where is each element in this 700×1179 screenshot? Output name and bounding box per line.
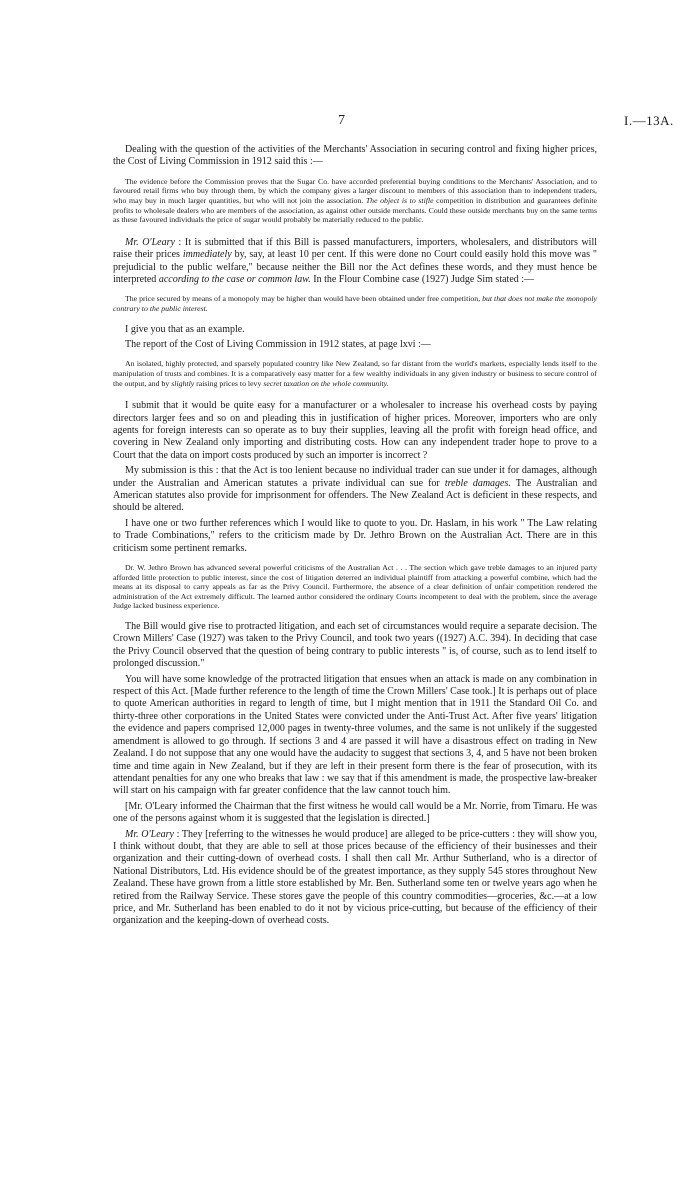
text-run: raising prices to levy — [194, 378, 264, 388]
italic-text-run: according to the case or common law. — [158, 274, 311, 285]
text-run: You will have some knowledge of the protracted litigation that ensues when an attack is made on any combination in respect of this Act. [Made further reference to the length of time the Crown Millers' Case took.] It is perhaps out of place to quote American authorities in regard to length of time, but I might mention that in 1911 the Standard Oil Co. and thirty-three other corporations in the United States were convicted under the Anti-Trust Act. After five years' litigation the evidence and papers comprised 12,000 pages in twenty-three volumes, and the same is not unlikely if the suggested amendment is allowed to go through. If sections 3 and 4 are passed it will have a disastrous effect on trading in New Zealand. I do not suppose that any one would have the audacity to suggest that sections 3, 4, and 5 have not been broken time and time again in New Zealand, but if they are left in their present form there is the fear of prosecution, with its attendant penalties for any one who breaks that law : we say that if this amendment is made, the prospective law-breaker will start on his campaign with far greater confidence that the law cannot touch him. — [113, 673, 597, 797]
text-run: Dealing with the question of the activities of the Merchants' Association in securing control and fixing higher prices, the Cost of Living Commission in 1912 said this :— — [113, 144, 597, 168]
paragraph-submission-lenient — [113, 465, 597, 515]
text-run: : It is submitted that if this Bill is passed manufacturers, importers, wholesalers, and distributors will raise their prices — [113, 236, 597, 261]
text-run: The price secured by means of a monopoly may be higher than would have been obtained under free competition, — [125, 294, 483, 304]
italic-text-run: immediately — [182, 249, 232, 261]
italic-text-run: slightly — [171, 378, 195, 388]
quote-commission-trusts — [113, 359, 597, 388]
page-number: 7 — [338, 113, 345, 128]
text-run: The Australian and American statutes also provide for imprisonment for offenders. The New Zealand Act is deficient in these respects, and should be altered. — [113, 477, 597, 514]
italic-text-run: but that does not make the monopoly contrary to the public interest. — [113, 294, 597, 313]
paragraph-price-cutters — [113, 829, 597, 928]
text-run: In the Flour Combine case (1927) Judge Sim stated :— — [310, 274, 535, 285]
text-run: : They [referring to the witnesses he would produce] are alleged to be price-cutters : they will show you, I think without doubt, that they are able to sell at those prices because of the efficiency of their businesses and their organization and their cutting-down of overhead costs. I shall then call Mr. Arthur Sutherland, who is a director of National Distributors, Ltd. His evidence should be of the greatest importance, as they supply 545 stores throughout New Zealand. These have grown from a little store established by Mr. Ben. Sutherland some ten or twelve years ago when he retired from the Railway Service. These stores gave the people of this country commodities—groceries, &c.—at a low price, and Mr. Sutherland has been enabled to do it not by vicious price-cutting, but because of the efficiency of their organization and the keeping-down of overhead costs. — [113, 828, 597, 927]
paragraph-knowledge-litigation — [113, 674, 597, 798]
text-run: The Bill would give rise to protracted litigation, and each set of circumstances would require a separate decision. The Crown Millers' Case (1927) was taken to the Privy Council, and took two years ((1927) A.C. 394). In deciding that case the Privy Council observed that the question of being contrary to public interests " is, of course, such as to lend itself to prolonged discussion." — [113, 621, 597, 670]
italic-text-run: Mr. O'Leary — [125, 828, 174, 840]
text-run: I give you that as an example. — [125, 323, 245, 335]
paragraph-chairman-witness — [113, 801, 597, 826]
text-run: by, say, at least 10 per cent. If this were done no Court could easily hold this move was " prejudicial to the public welfare," because neither the Bill nor the Act defines these words, and they must hence be interpreted — [113, 249, 597, 285]
text-run: I have one or two further references which I would like to quote to you. Dr. Haslam, in his work " The Law relating to Trade Combinations," refers to the criticism made by Dr. Jethro Brown on the Australian Act. There are in this criticism some pertinent remarks. — [113, 517, 597, 554]
text-run: An isolated, highly protected, and sparsely populated country like New Zealand, so far distant from the world's markets, especially lends itself to the manipulation of trusts and combines. It is a comparatively easy matter for a few wealthy individuals in any given industry or business to secure control of the output, and by — [113, 359, 597, 388]
text-run: [Mr. O'Leary informed the Chairman that the first witness he would call would be a Mr. Norrie, from Timaru. He was one of the persons against whom it is suggested that the legislation is directed.] — [113, 800, 597, 825]
text-run: I submit that it would be quite easy for a manufacturer or a wholesaler to increase his overhead costs by paying directors larger fees and so on and pleading this in justification of higher prices. Moreover, importers who are only agents for foreign interests can so operate as to buy their supplies, leaving all the profit with foreign head office, and covering in New Zealand only importing and distributing costs. How can any independent trader hope to prove to a Court that the data on import costs produced by such an importer is incorrect ? — [113, 400, 597, 461]
quote-commission-sugar — [113, 177, 597, 225]
text-run: My submission is this : that the Act is too lenient because no individual trader can sue under it for damages, although under the Australian and American statutes a private individual can sue for — [113, 465, 597, 489]
italic-text-run: secret taxation on the whole community. — [263, 378, 389, 388]
italic-text-run: treble damages. — [444, 477, 511, 489]
paragraph-protracted-litigation — [113, 621, 597, 671]
document-body — [113, 144, 597, 928]
paragraph-oleary-submission — [113, 237, 597, 287]
text-run: competition in distribution and guarantees definite profits to wholesale dealers who are members of the association, as against other outside merchants. Could these outside merchants buy on the same terms as these favoured individuals the price of sugar would probably be materially reduced to the public. — [113, 196, 597, 225]
italic-text-run: Mr. O'Leary — [125, 236, 175, 248]
text-run: The evidence before the Commission proves that the Sugar Co. have accorded preferential buying conditions to the Merchants' Association, and to favoured retail firms who buy through them, by which the company gives a larger discount to members of this association than to independent traders, who may buy in much larger quantities, but who will not join the association. — [113, 176, 597, 205]
quote-jethro-brown — [113, 563, 597, 611]
paragraph-further-references — [113, 518, 597, 555]
paragraph-report-1912 — [113, 339, 597, 351]
document-reference: I.—13A. — [624, 113, 674, 128]
italic-text-run: The object is to stifle — [365, 196, 434, 205]
quote-judge-sim — [113, 294, 597, 313]
text-run: The report of the Cost of Living Commission in 1912 states, at page lxvi :— — [125, 339, 431, 350]
text-run: Dr. W. Jethro Brown has advanced several powerful criticisms of the Australian Act . . . The section which gave treble damages to an injured party afforded little protection to public interest, since the cost of litigation deterred an individual plaintiff from attacking a powerful combine, which had the means at its disposal to carry appeals as far as the Privy Council. Furthermore, the absence of a clear definition of unfair competition rendered the administration of the Act extremely difficult. The learned author considered the ordinary Courts incompetent to deal with the problem, since the average Judge lacked business experience. — [113, 563, 597, 611]
paragraph-example — [113, 324, 597, 336]
paragraph-intro — [113, 144, 597, 169]
paragraph-overhead-costs — [113, 400, 597, 462]
